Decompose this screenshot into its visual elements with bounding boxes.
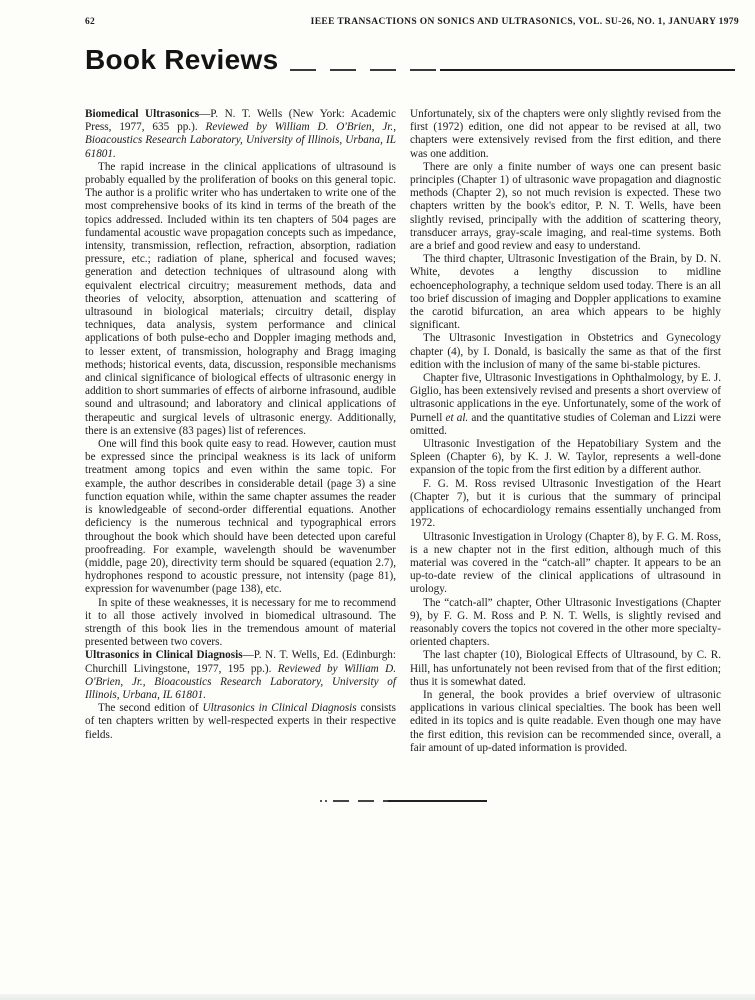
right-column-paragraph-4: The Ultrasonic Investigation in Obstetrics and Gynecology chapter (4), by I. Donald, is basically the same as that of the first edition with the inclusion of many of the same bi-stable pictures.	[410, 332, 721, 371]
footer-divider-solid	[388, 800, 487, 802]
review-1-publication-info: —P. N. T. Wells (New York: Academic Press, 1977, 635 pp.).	[85, 108, 396, 134]
review-1-paragraph-1: The rapid increase in the clinical applications of ultrasound is probably equalled by the proliferation of books on this general topic. The author is a prolific writer who has undertaken to write one of the most comprehensive books of its kind in terms of the breath of the topics addressed. Included within its ten chapters of 504 pages are fundamental acoustic wave propagation concepts such as impedance, intensity, transmission, reflection, refraction, absorption, radiation pressure, etc.; radiation of plane, spherical and focused waves; generation and detection techniques of ultrasound along with equivalent electrical circuitry; measurement methods, data and theories of velocity, absorption, attenuation and scattering of ultrasound in biological materials; circuitry detail, display techniques, data analysis, system performance and clinical applications of both pulse-echo and Doppler imaging methods and, to lesser extent, of transmission, holography and Bragg imaging methods; historical events, data, discussion, responsible mechanisms and clinical significance of biological effects of ultrasonic energy in addition to short summaries of effects of airborne infrasound, audible sound and ultrasound; and laboratory and clinical applications of therapeutic and surgical levels of ultrasonic energy. Additionally, there is an extensive (83 pages) list of references.	[85, 160, 396, 437]
title-rule	[290, 69, 735, 71]
right-column-paragraph-3: The third chapter, Ultrasonic Investigation of the Brain, by D. N. White, devotes a lengthy discussion to midline echoencepholography, a technique seldom used today. There is an all too brief discussion of imaging and Doppler applications to examine the carotid bifurcation, an area which appears to be highly significant.	[410, 253, 721, 332]
right-column	[410, 108, 721, 755]
review-2-publication-info: —P. N. T. Wells, Ed. (Edinburgh: Churchill Livingstone, 1977, 195 pp.).	[85, 649, 397, 675]
review-2-heading	[85, 649, 396, 702]
right-column-paragraph-7: F. G. M. Ross revised Ultrasonic Investigation of the Heart (Chapter 7), but it is curious that the summary of principal applications of echocardiology remains essentially unchanged from 1972.	[410, 477, 721, 530]
scan-edge-shadow	[0, 994, 755, 1000]
et-al-italic: et al.	[445, 411, 469, 424]
review-1-reviewer: Reviewed by William D. O'Brien, Jr., Bioacoustics Research Laboratory, University of Illinois, Urbana, IL 61801.	[85, 121, 396, 160]
review-1-book-title: Biomedical Ultrasonics	[85, 108, 200, 120]
page-number: 62	[85, 17, 95, 27]
section-title: Book Reviews	[85, 44, 279, 75]
review-2-reviewer: Reviewed by William D. O'Brien, Jr., Bioacoustics Research Laboratory, University of Illinois, Urbana, IL 61801.	[85, 662, 396, 701]
review-2-book-title: Ultrasonics in Clinical Diagnosis	[85, 649, 243, 662]
right-column-paragraph-1: Unfortunately, six of the chapters were only slightly revised from the first (1972) edition, one did not appear to be revised at all, two chapters were extensively revised from the first edition, and there was one addition.	[410, 108, 721, 160]
review-2-paragraph-1	[85, 702, 396, 742]
right-column-paragraph-9: The “catch-all” chapter, Other Ultrasonic Investigations (Chapter 9), by F. G. M. Ross and P. N. T. Wells, is slightly revised and reasonably covers the topics not covered in the other more specialty-oriented chapters.	[410, 596, 721, 649]
running-header	[85, 17, 739, 27]
review-2-paragraph-1-continuation: consists of ten chapters written by well-respected experts in their respective fields.	[85, 702, 396, 741]
two-column-body	[85, 108, 721, 755]
review-2-inline-book-title: Ultrasonics in Clinical Diagnosis	[202, 702, 357, 715]
footer-divider-dashes	[333, 800, 388, 802]
right-column-paragraph-6: Ultrasonic Investigation of the Hepatobiliary System and the Spleen (Chapter 6), by K. J. W. Taylor, represents a well-done expansion of the topic from the first edition by a different author.	[410, 438, 721, 477]
right-column-paragraph-5	[410, 372, 721, 438]
review-1-heading	[85, 108, 396, 161]
section-title-row	[85, 44, 735, 76]
right-column-paragraph-8: Ultrasonic Investigation in Urology (Chapter 8), by F. G. M. Ross, is a new chapter not in the first edition, although much of this material was covered in the “catch-all” chapter. It appears to be an up-to-date review of the clinical applications of ultrasound in urology.	[410, 530, 721, 596]
right-column-paragraph-2: There are only a finite number of ways one can present basic principles (Chapter 1) of ultrasonic wave propagation and diagnostic methods (Chapter 2), so not much revision is expected. These two chapters written by the book's editor, P. N. T. Wells, have been slightly revised, principally with the addition of scattering theory, transducer arrays, gray-scale imaging, and real-time systems. Both are a brief and good review and easy to understand.	[410, 160, 721, 253]
right-column-paragraph-10: The last chapter (10), Biological Effects of Ultrasound, by C. R. Hill, has unfortunately not been revised from that of the first edition; thus it is somewhat dated.	[410, 649, 721, 688]
left-column	[85, 108, 396, 755]
review-1-paragraph-3: In spite of these weaknesses, it is necessary for me to recommend it to all those actively involved in biomedical ultrasound. The strength of this book lies in the tremendous amount of material presented between two covers.	[85, 596, 396, 649]
right-column-paragraph-5-text: Chapter five, Ultrasonic Investigations in Ophthalmology, by E. J. Giglio, has been extensively revised and presents a short overview of ultrasonic applications in the eye. Unfortunately, some of the work of Purnell	[410, 372, 721, 424]
title-rule-solid-segment	[440, 69, 735, 71]
footer-divider-rule	[320, 800, 487, 802]
journal-title: IEEE TRANSACTIONS ON SONICS AND ULTRASONICS, VOL. SU-26, NO. 1, JANUARY 1979	[310, 17, 739, 27]
review-1-paragraph-2: One will find this book quite easy to read. However, caution must be expressed since the principal weakness is its lack of uniform treatment among topics and even within the same topic. For example, the author describes in considerable detail (page 3) a sine function equation while, within the same chapter assumes the reader is knowledgeable of second-order differential equations. Another deficiency is the numerous technical and typographical errors throughout the book which should have been detected upon careful proofreading. For example, wavelength should be wavenumber (middle, page 20), directivity term should be squared (equation 2.7), hydrophones respond to acoustic pressure, not intensity (page 81), expression for wavenumber (page 138), etc.	[85, 438, 396, 596]
footer-divider-dots	[320, 800, 328, 802]
right-column-paragraph-11: In general, the book provides a brief overview of ultrasonic applications in various clinical specialties. The book has been well edited in its topics and is quite readable. Even though one may have the first edition, this revision can be recommended since, overall, a fair amount of up-dated information is provided.	[410, 688, 721, 754]
review-2-paragraph-1-text: The second edition of	[98, 702, 203, 715]
right-column-paragraph-5-continuation: and the quantitative studies of Coleman and Lizzi were omitted.	[410, 411, 721, 437]
title-rule-dashed-segment	[290, 69, 440, 71]
